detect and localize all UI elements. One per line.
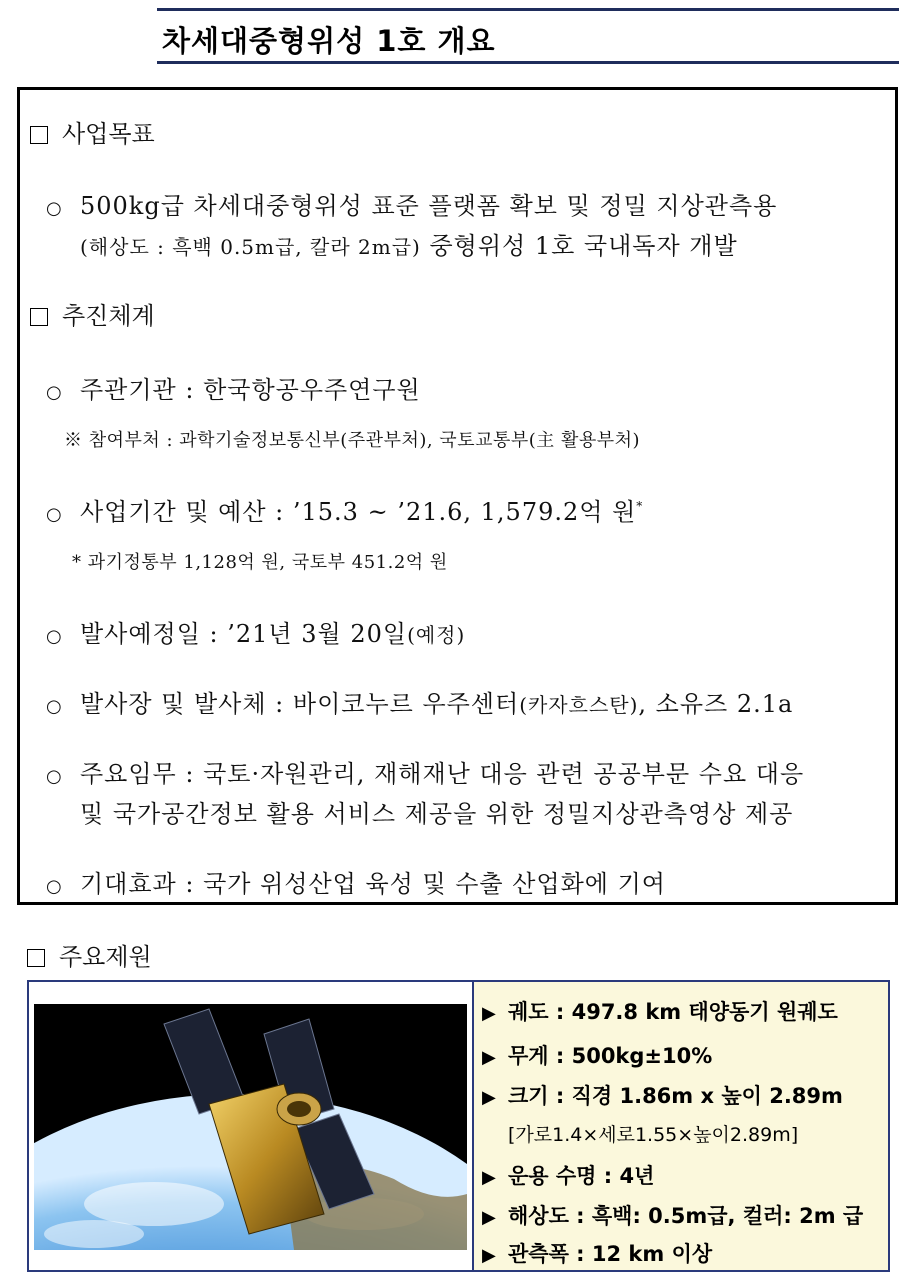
- page-title: 차세대중형위성 1호 개요: [162, 24, 496, 58]
- triangle-right-icon: ▶: [482, 1245, 496, 1266]
- circle-bullet-icon: ○: [46, 504, 63, 525]
- org-note: ※ 참여부처 : 과학기술정보통신부(주관부처), 국토교통부(主 활용부처): [64, 430, 641, 451]
- specs-heading: 주요제원: [27, 937, 152, 972]
- goal-bullet: [46, 186, 777, 221]
- triangle-right-icon: ▶: [482, 1087, 496, 1108]
- triangle-right-icon: ▶: [482, 1167, 496, 1188]
- period-note: * 과기정통부 1,128억 원, 국토부 451.2억 원: [72, 552, 448, 573]
- spec-item-lifetime: ▶ 운용 수명 : 4년: [482, 1164, 655, 1188]
- effect-bullet: ○ 기대효과 : 국가 위성산업 육성 및 수출 산업화에 기여: [46, 870, 666, 898]
- circle-bullet-icon: ○: [46, 876, 63, 897]
- period-bullet: ○ 사업기간 및 예산 : ’15.3 ~ ’21.6, 1,579.2억 원*: [46, 498, 644, 526]
- org-lead-bullet: ○ 주관기관 : 한국항공우주연구원: [46, 376, 421, 404]
- spec-size-detail: [가로1.4×세로1.55×높이2.89m]: [508, 1124, 799, 1146]
- goal-text: 500kg급 차세대중형위성 표준 플랫폼 확보 및 정밀 지상관측용: [80, 192, 778, 220]
- specs-box: [27, 980, 890, 1272]
- launch-site-bullet: ○ 발사장 및 발사체 : 바이코누르 우주센터(카자흐스탄), 소유즈 2.1a: [46, 690, 794, 718]
- triangle-right-icon: ▶: [482, 1003, 496, 1024]
- satellite-over-earth-illustration: [34, 1004, 467, 1250]
- square-outline-icon: [30, 126, 48, 144]
- circle-bullet-icon: ○: [46, 382, 63, 403]
- spec-list: [472, 982, 888, 1270]
- satellite-image: [34, 1004, 467, 1250]
- circle-bullet-icon: ○: [46, 766, 63, 787]
- circle-bullet-icon: ○: [46, 626, 63, 647]
- square-outline-icon: [30, 308, 48, 326]
- launch-date-bullet: ○ 발사예정일 : ’21년 3월 20일(예정): [46, 620, 466, 648]
- triangle-right-icon: ▶: [482, 1207, 496, 1228]
- triangle-right-icon: ▶: [482, 1047, 496, 1068]
- mission-bullet-cont: 및 국가공간정보 활용 서비스 제공을 위한 정밀지상관측영상 제공: [80, 800, 794, 828]
- title-bar: [157, 8, 899, 64]
- circle-bullet-icon: ○: [46, 198, 63, 219]
- spec-item-weight: ▶ 무게 : 500kg±10%: [482, 1044, 713, 1068]
- goal-heading: 사업목표: [30, 114, 155, 149]
- spec-item-swath: ▶ 관측폭 : 12 km 이상: [482, 1242, 713, 1266]
- spec-item-size: ▶ 크기 : 직경 1.86m x 높이 2.89m: [482, 1084, 843, 1108]
- overview-box: [17, 87, 898, 905]
- square-outline-icon: [27, 949, 45, 967]
- spec-item-orbit: ▶ 궤도 : 497.8 km 태양동기 원궤도: [482, 1000, 838, 1024]
- mission-bullet: ○ 주요임무 : 국토·자원관리, 재해재난 대응 관련 공공부문 수요 대응: [46, 760, 805, 788]
- circle-bullet-icon: ○: [46, 696, 63, 717]
- org-heading: 추진체계: [30, 296, 155, 331]
- goal-bullet-cont: (해상도 : 흑백 0.5m급, 칼라 2m급) 중형위성 1호 국내독자 개발: [80, 232, 738, 260]
- spec-item-resolution: ▶ 해상도 : 흑백: 0.5m급, 컬러: 2m 급: [482, 1204, 864, 1228]
